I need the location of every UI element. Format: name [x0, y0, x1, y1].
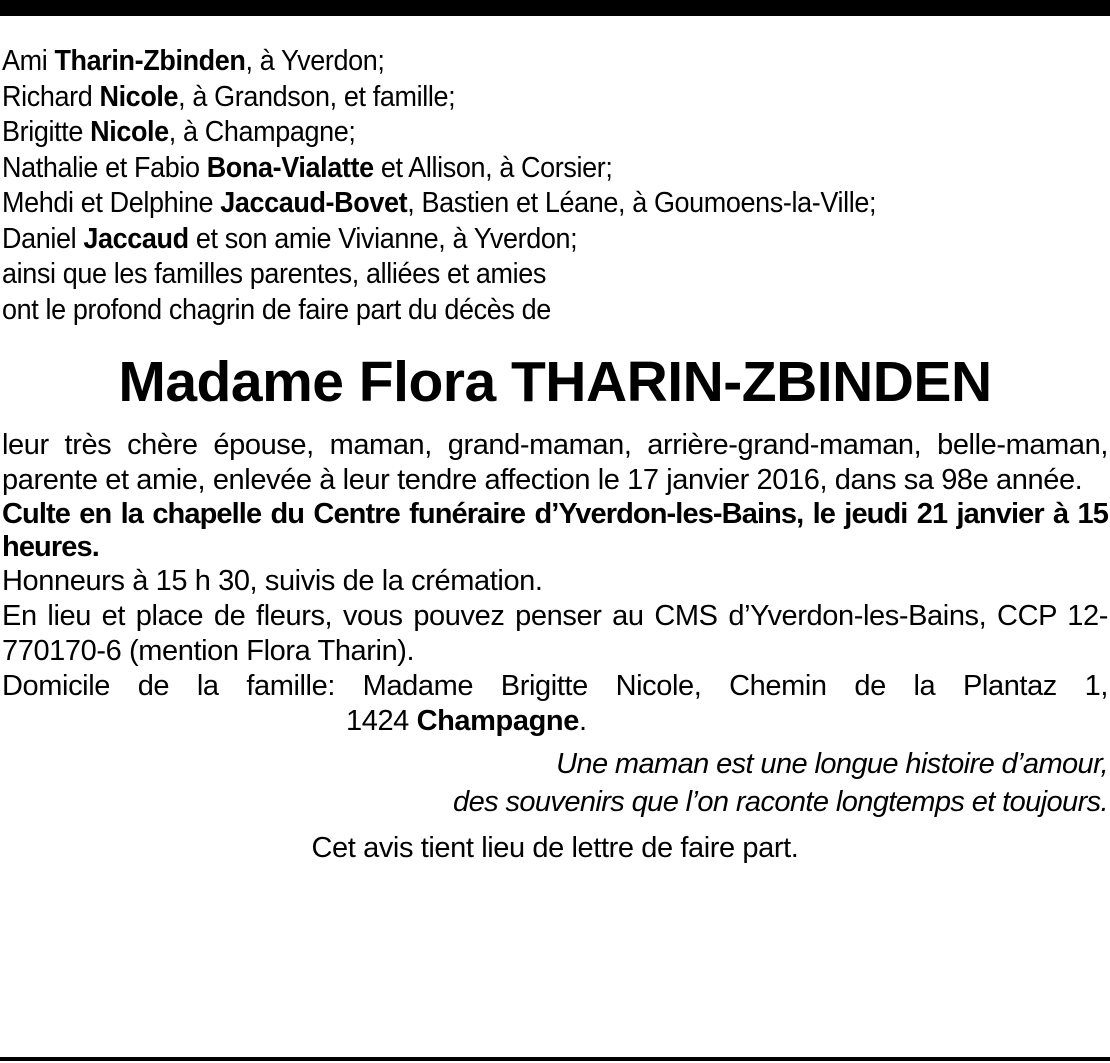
- quote-line: Une maman est une longue histoire d’amour,: [556, 748, 1108, 780]
- family-surname: Nicole: [90, 116, 169, 148]
- donation-paragraph: En lieu et place de fleurs, vous pouvez penser au CMS d’Yverdon-les-Bains, CCP 12-770170-6 (mention Flora Tharin).: [2, 600, 1108, 667]
- family-line-prefix: Daniel: [2, 222, 84, 255]
- family-surname: Jaccaud-Bovet: [220, 187, 408, 219]
- top-border-rule: [0, 0, 1110, 16]
- family-line: [2, 222, 1031, 258]
- family-line: [2, 115, 1031, 151]
- family-line: [2, 186, 1031, 222]
- memorial-quote: [2, 745, 1108, 821]
- postal-code: 1424: [346, 705, 417, 737]
- family-line-suffix: , Bastien et Léane, à Goumoens-la-Ville;: [407, 187, 877, 219]
- domicile-address: [2, 704, 1108, 739]
- quote-line: des souvenirs que l’on raconte longtemps et toujours.: [453, 786, 1108, 818]
- bottom-border-rule: [0, 1057, 1110, 1061]
- family-surname: Jaccaud: [83, 222, 189, 255]
- family-line-prefix: Richard: [2, 80, 100, 113]
- family-line-prefix: Ami: [2, 45, 55, 77]
- city-name: Champagne: [416, 705, 579, 737]
- intro-line: ont le profond chagrin de faire part du décès de: [2, 293, 551, 326]
- family-line: [2, 44, 1031, 80]
- deceased-name: Madame Flora THARIN-ZBINDEN: [118, 350, 992, 414]
- family-line-prefix: Mehdi et Delphine: [2, 187, 221, 219]
- description-paragraph: leur très chère épouse, maman, grand-maman, arrière-grand-maman, belle-maman, parente et amie, enlevée à leur tendre affection le 17 janvier 2016, dans sa 98e année.: [2, 429, 1108, 496]
- intro-line: ainsi que les familles parentes, alliées et amies: [2, 258, 546, 290]
- family-surname: Tharin-Zbinden: [54, 45, 246, 77]
- family-list: [2, 44, 1108, 328]
- family-line-prefix: Nathalie et Fabio: [2, 151, 207, 184]
- family-line-suffix: , à Champagne;: [168, 116, 356, 148]
- closing-note: Cet avis tient lieu de lettre de faire part.: [311, 832, 799, 864]
- family-line: [2, 80, 1031, 116]
- family-line-suffix: et Allison, à Corsier;: [373, 151, 613, 184]
- honors-line: Honneurs à 15 h 30, suivis de la crémation.: [2, 565, 543, 597]
- service-announcement: Culte en la chapelle du Centre funéraire d’Yverdon-les-Bains, le jeudi 21 janvier à 15 heures.: [2, 498, 1108, 563]
- family-line-suffix: , à Grandson, et famille;: [178, 80, 456, 113]
- family-line: [2, 151, 1031, 187]
- family-line-suffix: , à Yverdon;: [245, 45, 385, 77]
- family-line-prefix: Brigitte: [2, 116, 91, 148]
- family-surname: Bona-Vialatte: [206, 151, 374, 184]
- address-end: .: [578, 705, 587, 737]
- family-surname: Nicole: [99, 80, 179, 113]
- domicile-line: Domicile de la famille: Madame Brigitte Nicole, Chemin de la Plantaz 1,: [2, 670, 1108, 702]
- obituary-notice: [2, 44, 1108, 867]
- family-line-suffix: et son amie Vivianne, à Yverdon;: [188, 222, 578, 255]
